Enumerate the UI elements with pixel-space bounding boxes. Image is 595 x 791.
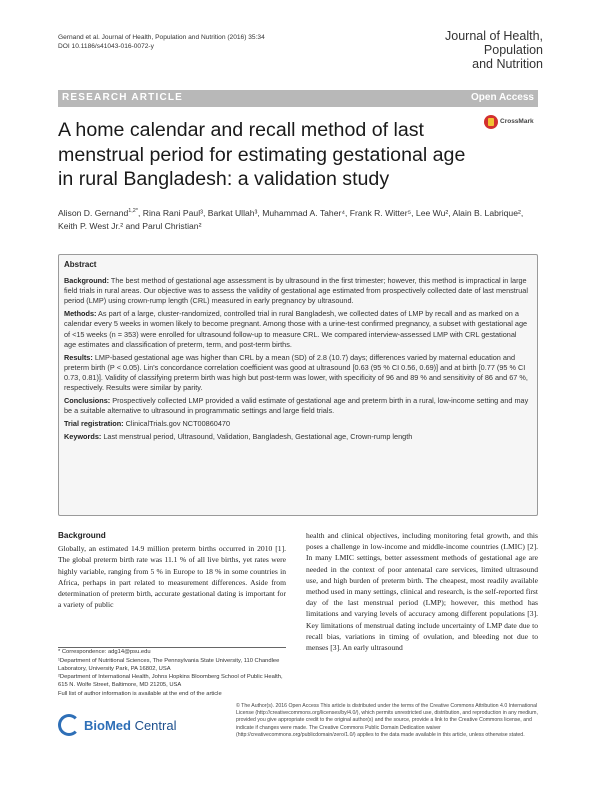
- citation-header: [58, 33, 358, 51]
- trial-registration-label: Trial registration:: [64, 419, 124, 429]
- abstract-conclusions: [64, 396, 530, 416]
- trial-registration-text: ClinicalTrials.gov NCT00860470: [123, 419, 231, 429]
- abstract-background-label: Background:: [64, 276, 109, 286]
- footnotes: [58, 649, 286, 700]
- section-heading-background: Background: [58, 531, 106, 540]
- doi-line: DOI 10.1186/s41043-016-0072-y: [58, 43, 154, 50]
- abstract-methods-label: Methods:: [64, 309, 97, 319]
- abstract-conclusions-text: Prospectively collected LMP provided a valid estimate of gestational age and preterm birth in a rural, low-income setting and may be a suitable alternative to ultrasound in programmatic settings and large field trials.: [64, 396, 529, 416]
- abstract-results: [64, 353, 530, 393]
- body-column-left: [58, 530, 286, 610]
- license-text: © The Author(s). 2016 Open Access This article is distributed under the terms of the Creative Commons Attribution 4.0 International License (http://creativecommons.org/licenses/by/4.0/), which permits unrestricted use, distribution, and reproduction in any medium, provided you give appropriate credit to the original author(s) and the source, provide a link to the Creative Commons license, and indicate if changes were made. The Creative Commons Public Domain Dedication waiver (http://creativecommons.org/publicdomain/zero/1.0/) applies to the data made available in this article, unless otherwise stated.: [236, 703, 538, 738]
- affiliation-note-2: ²Department of International Health, Johns Hopkins Bloomberg School of Public Health, 615 N. Wolfe Street, Baltimore, MD 21205, USA: [58, 674, 283, 689]
- crossmark-icon: [484, 115, 498, 129]
- abstract-results-label: Results:: [64, 352, 93, 362]
- biomed-central-swirl-icon: [58, 714, 80, 736]
- abstract-box: [58, 254, 538, 516]
- journal-name: [383, 29, 543, 71]
- abstract-background-text: The best method of gestational age assessment is by ultrasound in the first trimester; however, this method is impractical in large field trials in rural areas. Our objective was to assess the validity of gestational age estimated from prospectively collected date of last menstrual period (LMP) using crown-rump length (CRL) measured in early pregnancy by ultrasound.: [64, 276, 528, 306]
- publisher-name: [84, 718, 176, 733]
- body-paragraph-right: health and clinical objectives, including monitoring fetal growth, and this poses a challenge in low-income and middle-income countries (LMIC) [2]. In many LMIC settings, better assessment methods of gestational age are needed in the context of poor antenatal care services, limited ultrasound use, and high burden of preterm birth. The cheapest, most readily available method used in many settings, clinical and research, is the self-reported first day of the last menstrual period (LMP); however, this method has limitations and varying levels of accuracy among different populations [3]. Key limitations of menstrual dating include uncertainty of LMP date due to recall bias, variations in timing of ovulation, and bleeding not due to menses [3]. An early ultrasound: [306, 531, 538, 653]
- first-author-affiliation: 1,2*: [128, 208, 139, 214]
- keywords-label: Keywords:: [64, 432, 102, 442]
- footnote-divider: [58, 647, 286, 648]
- crossmark-badge[interactable]: [484, 115, 544, 131]
- journal-name-line2: and Nutrition: [472, 57, 543, 71]
- abstract-conclusions-label: Conclusions:: [64, 396, 111, 406]
- abstract-methods-text: As part of a large, cluster-randomized, controlled trial in rural Bangladesh, we collected dates of LMP by recall and as marked on a calendar every 5 weeks in women likely to become pregnant. Among those with a urine-test confirmed pregnancy, a subset with gestational age of <15 weeks (n = 353) were enrolled for ultrasound follow-up to measure CRL. We compared interview-assessed LMP with CRL gestational age estimates and classification of preterm, term, and post-term births.: [64, 309, 528, 349]
- other-authors: , Rina Rani Paul³, Barkat Ullah³, Muhammad A. Taher⁴, Frank R. Witter⁵, Lee Wu², Alain B. Labrique², Keith P. West Jr.² and Parul Christian²: [58, 207, 524, 232]
- author-list: [58, 205, 538, 234]
- journal-name-line1: Journal of Health, Population: [445, 29, 543, 57]
- abstract-trial-registration: [64, 419, 530, 429]
- author-info-note: Full list of author information is available at the end of the article: [58, 690, 222, 697]
- open-access-label: Open Access: [471, 92, 534, 103]
- correspondence-note: * Correspondence: adg14@psu.edu: [58, 649, 151, 655]
- abstract-results-text: LMP-based gestational age was higher than CRL by a mean (SD) of 2.8 (10.7) days; differences varied by maternal education and preterm birth (P < 0.05). Lin's concordance correlation coefficient was good at ultrasound [0.63 (95 % CI 0.56, 0.69)] and at birth [0.77 (95 % CI 0.73, 0.81)]. Validity of classifying preterm birth was high but post-term was lower, with specificity of 96 and 89 % and sensitivity of 86 and 67 %, respectively. Results were similar by parity.: [64, 352, 528, 393]
- citation-line: Gernand et al. Journal of Health, Population and Nutrition (2016) 35:34: [58, 34, 265, 41]
- abstract-methods: [64, 309, 530, 349]
- abstract-background: [64, 276, 530, 306]
- body-paragraph-left: Globally, an estimated 14.9 million preterm births occurred in 2010 [1]. The global preterm birth rate was 11.1 % of all live births, yet rates were highly variable, ranging from 5 % in Europe to 18 % in some countries in Africa, perhaps in part related to measurement differences. Aside from determination of preterm birth, accurate gestational dating is important for a variety of public: [58, 544, 286, 610]
- first-author: Alison D. Gernand: [58, 207, 129, 218]
- abstract-heading: Abstract: [64, 260, 97, 269]
- crossmark-label: CrossMark: [500, 118, 534, 125]
- body-column-right: [306, 530, 538, 653]
- article-title: A home calendar and recall method of last menstrual period for estimating gestational age in rural Bangladesh: a validation study: [58, 119, 466, 190]
- publisher-name-bio: BioMed: [84, 718, 131, 733]
- affiliation-note-1: ¹Department of Nutritional Sciences, The Pennsylvania State University, 110 Chandlee Laboratory, University Park, PA 16802, USA: [58, 657, 280, 672]
- article-type-label: RESEARCH ARTICLE: [62, 92, 184, 103]
- publisher-name-central: Central: [130, 718, 177, 733]
- keywords-text: Last menstrual period, Ultrasound, Validation, Bangladesh, Gestational age, Crown-rump length: [101, 432, 413, 442]
- biomed-central-logo: [58, 714, 198, 738]
- abstract-keywords: [64, 432, 530, 442]
